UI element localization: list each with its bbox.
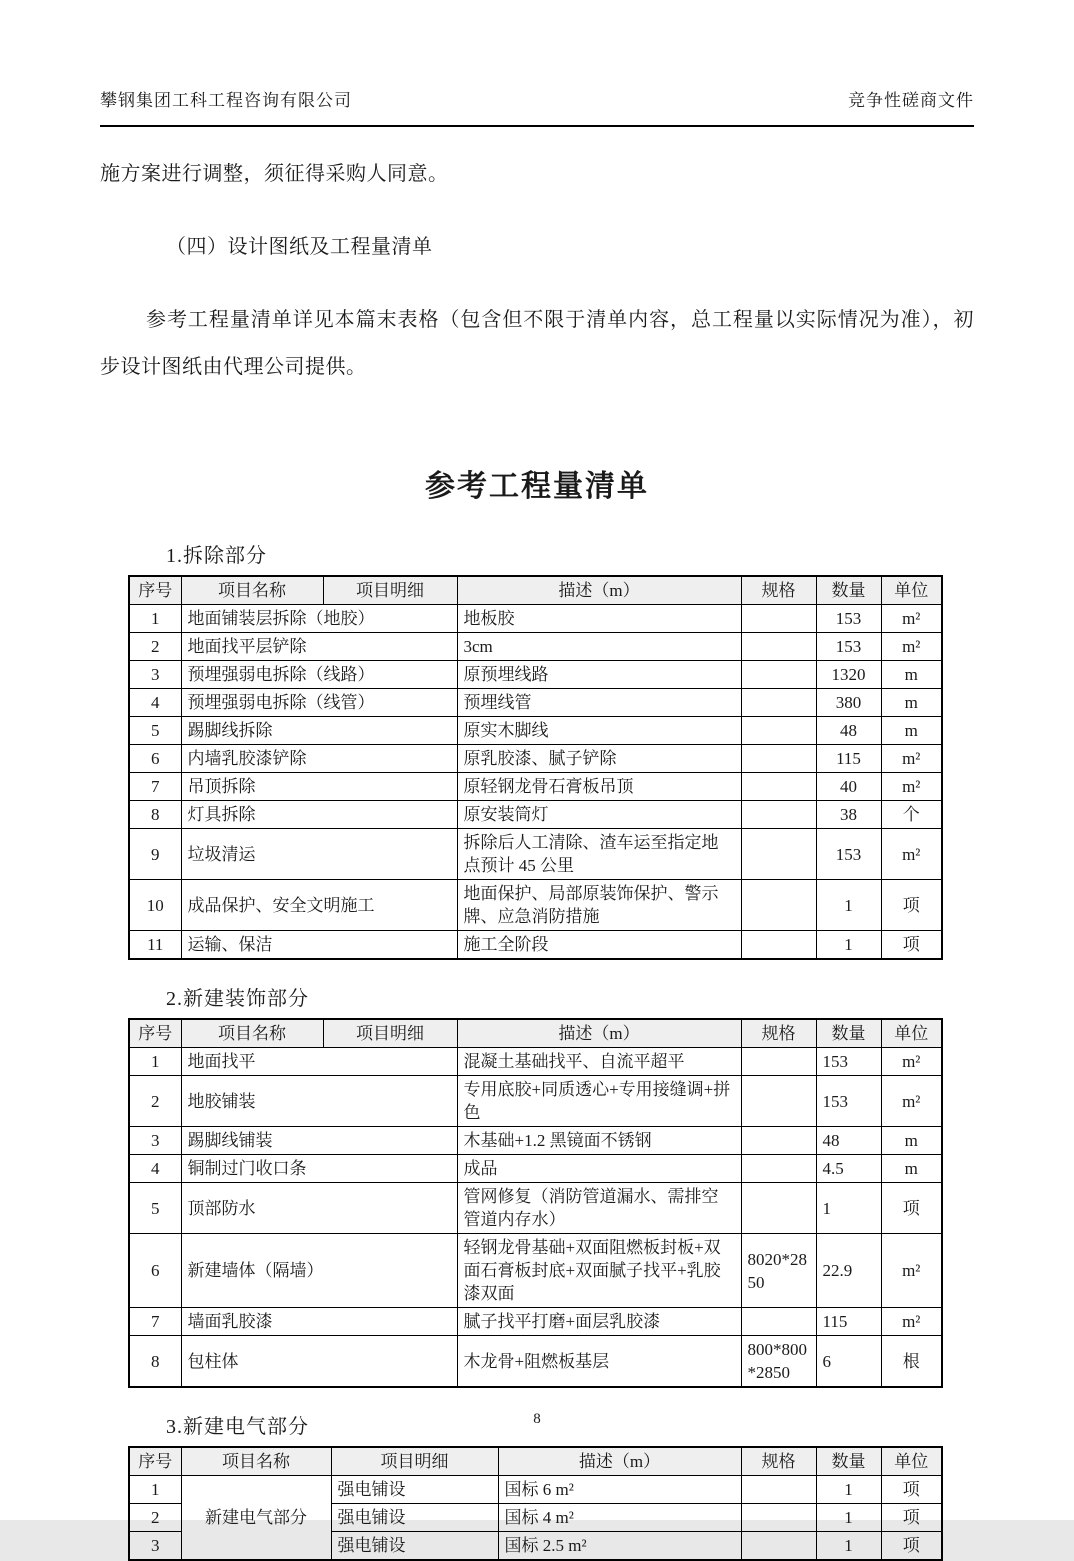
cell-no: 8 [129,1336,181,1388]
cell-unit: m² [881,1048,942,1076]
cell-qty: 40 [816,773,881,801]
table-row [129,1308,942,1336]
table-header-row [129,1019,942,1048]
column-header: 规格 [741,1019,816,1048]
cell-spec [741,633,816,661]
cell-desc: 原实木脚线 [457,717,741,745]
cell-desc: 腻子找平打磨+面层乳胶漆 [457,1308,741,1336]
cell-no: 6 [129,745,181,773]
cell-unit: 项 [881,1183,942,1234]
table-row [129,1183,942,1234]
cell-unit: m [881,1155,942,1183]
section-heading: 1.拆除部分 [166,545,267,567]
table-row [129,773,942,801]
column-header: 数量 [816,1019,881,1048]
cell-group-name: 新建电气部分 [181,1476,331,1561]
cell-no: 3 [129,1127,181,1155]
cell-unit: m² [881,605,942,633]
header-doc-type: 竞争性磋商文件 [848,91,974,110]
section-heading: 2.新建装饰部分 [166,988,309,1010]
cell-desc: 国标 2.5 m² [498,1532,741,1561]
cell-name: 顶部防水 [181,1183,457,1234]
column-header: 项目明细 [323,576,457,605]
cell-desc: 原预埋线路 [457,661,741,689]
table-row [129,1048,942,1076]
table-row [129,829,942,880]
cell-no: 5 [129,717,181,745]
cell-qty: 1 [816,1532,881,1561]
cell-qty: 22.9 [816,1234,881,1308]
quantity-table-3 [128,1446,943,1561]
cell-unit: 项 [881,880,942,931]
cell-no: 1 [129,605,181,633]
cell-desc: 国标 4 m² [498,1504,741,1532]
cell-spec [741,829,816,880]
table-row [129,717,942,745]
column-header: 描述（m） [457,1019,741,1048]
cell-name: 包柱体 [181,1336,457,1388]
cell-desc: 原轻钢龙骨石膏板吊顶 [457,773,741,801]
cell-qty: 153 [816,605,881,633]
cell-name: 踢脚线铺装 [181,1127,457,1155]
cell-name: 吊顶拆除 [181,773,457,801]
cell-qty: 38 [816,801,881,829]
cell-no: 3 [129,661,181,689]
cell-unit: 项 [881,1476,942,1504]
cell-desc: 地面保护、局部原装饰保护、警示牌、应急消防措施 [457,880,741,931]
cell-name: 铜制过门收口条 [181,1155,457,1183]
paragraph-section-four-heading: （四）设计图纸及工程量清单 [166,236,433,258]
paragraph-reference-note: 参考工程量清单详见本篇末表格（包含但不限于清单内容，总工程量以实际情况为准），初步设计图纸由代理公司提供。 [100,309,974,378]
cell-name: 预埋强弱电拆除（线管） [181,689,457,717]
cell-qty: 153 [816,1076,881,1127]
cell-detail: 强电铺设 [331,1532,498,1561]
cell-qty: 48 [816,1127,881,1155]
cell-qty: 6 [816,1336,881,1388]
cell-desc: 3cm [457,633,741,661]
cell-name: 墙面乳胶漆 [181,1308,457,1336]
column-header: 单位 [881,576,942,605]
cell-unit: m² [881,1308,942,1336]
cell-no: 5 [129,1183,181,1234]
column-header: 项目名称 [181,1019,323,1048]
cell-name: 灯具拆除 [181,801,457,829]
cell-spec [741,931,816,960]
column-header: 序号 [129,1447,181,1476]
cell-spec: 8020*2850 [741,1234,816,1308]
cell-unit: 项 [881,1504,942,1532]
cell-spec [741,745,816,773]
cell-no: 1 [129,1048,181,1076]
cell-desc: 专用底胶+同质透心+专用接缝调+拼色 [457,1076,741,1127]
table-row [129,1076,942,1127]
cell-unit: m [881,717,942,745]
column-header: 规格 [741,576,816,605]
column-header: 序号 [129,1019,181,1048]
page-title: 参考工程量清单 [425,470,649,503]
column-header: 项目名称 [181,1447,331,1476]
cell-no: 6 [129,1234,181,1308]
table-row [129,880,942,931]
cell-name: 垃圾清运 [181,829,457,880]
table-row [129,689,942,717]
cell-unit: m² [881,745,942,773]
cell-desc: 木龙骨+阻燃板基层 [457,1336,741,1388]
cell-qty: 380 [816,689,881,717]
cell-unit: m² [881,829,942,880]
cell-no: 10 [129,880,181,931]
cell-no: 3 [129,1532,181,1561]
page-number: 8 [533,1411,541,1427]
cell-name: 运输、保洁 [181,931,457,960]
cell-unit: 项 [881,1532,942,1561]
cell-no: 7 [129,1308,181,1336]
cell-unit: m [881,1127,942,1155]
cell-desc: 管网修复（消防管道漏水、需排空管道内存水） [457,1183,741,1234]
cell-desc: 施工全阶段 [457,931,741,960]
cell-no: 2 [129,1504,181,1532]
cell-qty: 153 [816,829,881,880]
table-row [129,633,942,661]
cell-no: 7 [129,773,181,801]
header-company-name: 攀钢集团工科工程咨询有限公司 [100,91,352,110]
cell-qty: 153 [816,1048,881,1076]
cell-name: 新建墙体（隔墙） [181,1234,457,1308]
cell-name: 内墙乳胶漆铲除 [181,745,457,773]
cell-no: 9 [129,829,181,880]
cell-name: 地面铺装层拆除（地胶） [181,605,457,633]
cell-desc: 地板胶 [457,605,741,633]
cell-spec [741,1476,816,1504]
cell-spec [741,1504,816,1532]
table-row [129,801,942,829]
table-row [129,1234,942,1308]
cell-no: 1 [129,1476,181,1504]
column-header: 描述（m） [457,576,741,605]
cell-desc: 预埋线管 [457,689,741,717]
column-header: 序号 [129,576,181,605]
cell-spec [741,605,816,633]
cell-no: 2 [129,633,181,661]
cell-spec [741,717,816,745]
cell-spec [741,1155,816,1183]
table-header-row [129,1447,942,1476]
cell-unit: 根 [881,1336,942,1388]
cell-spec [741,1183,816,1234]
table-row [129,931,942,960]
cell-qty: 115 [816,1308,881,1336]
cell-desc: 木基础+1.2 黑镜面不锈钢 [457,1127,741,1155]
cell-spec [741,1048,816,1076]
column-header: 单位 [881,1447,942,1476]
cell-desc: 国标 6 m² [498,1476,741,1504]
cell-qty: 1320 [816,661,881,689]
page-header [100,86,974,127]
cell-spec [741,1127,816,1155]
cell-desc: 轻钢龙骨基础+双面阻燃板封板+双面石膏板封底+双面腻子找平+乳胶漆双面 [457,1234,741,1308]
table-header-row [129,576,942,605]
cell-name: 成品保护、安全文明施工 [181,880,457,931]
cell-unit: m [881,689,942,717]
cell-name: 踢脚线拆除 [181,717,457,745]
quantity-table-1 [128,575,943,960]
column-header: 项目名称 [181,576,323,605]
column-header: 数量 [816,576,881,605]
table-row [129,1336,942,1388]
cell-qty: 153 [816,633,881,661]
cell-unit: m² [881,1234,942,1308]
cell-desc: 混凝土基础找平、自流平超平 [457,1048,741,1076]
cell-detail: 强电铺设 [331,1504,498,1532]
cell-qty: 48 [816,717,881,745]
cell-name: 地面找平 [181,1048,457,1076]
cell-spec [741,801,816,829]
cell-qty: 1 [816,1476,881,1504]
column-header: 项目明细 [323,1019,457,1048]
cell-name: 地面找平层铲除 [181,633,457,661]
quantity-list-sections [100,539,974,1561]
cell-qty: 115 [816,745,881,773]
cell-spec [741,661,816,689]
cell-desc: 原安装筒灯 [457,801,741,829]
cell-qty: 4.5 [816,1155,881,1183]
column-header: 单位 [881,1019,942,1048]
cell-spec [741,1076,816,1127]
column-header: 数量 [816,1447,881,1476]
cell-spec [741,689,816,717]
cell-desc: 拆除后人工清除、渣车运至指定地点预计 45 公里 [457,829,741,880]
column-header: 描述（m） [498,1447,741,1476]
cell-desc: 成品 [457,1155,741,1183]
table-row [129,661,942,689]
cell-unit: m² [881,1076,942,1127]
quantity-table-2 [128,1018,943,1388]
cell-spec: 800*800*2850 [741,1336,816,1388]
cell-qty: 1 [816,880,881,931]
cell-unit: 项 [881,931,942,960]
paragraph-adjustment-note: 施方案进行调整，须征得采购人同意。 [100,163,449,185]
table-row [129,745,942,773]
table-row [129,605,942,633]
column-header: 项目明细 [331,1447,498,1476]
cell-qty: 1 [816,1183,881,1234]
cell-desc: 原乳胶漆、腻子铲除 [457,745,741,773]
cell-qty: 1 [816,931,881,960]
cell-unit: m² [881,633,942,661]
cell-no: 4 [129,1155,181,1183]
cell-unit: m [881,661,942,689]
table-row [129,1127,942,1155]
table-row [129,1155,942,1183]
cell-spec [741,773,816,801]
cell-name: 预埋强弱电拆除（线路） [181,661,457,689]
column-header: 规格 [741,1447,816,1476]
section-heading: 3.新建电气部分 [166,1416,309,1438]
cell-name: 地胶铺装 [181,1076,457,1127]
cell-detail: 强电铺设 [331,1476,498,1504]
table-row [129,1476,942,1504]
cell-spec [741,1532,816,1561]
cell-spec [741,1308,816,1336]
cell-unit: 个 [881,801,942,829]
cell-qty: 1 [816,1504,881,1532]
cell-no: 4 [129,689,181,717]
cell-no: 2 [129,1076,181,1127]
cell-unit: m² [881,773,942,801]
cell-no: 8 [129,801,181,829]
cell-no: 11 [129,931,181,960]
cell-spec [741,880,816,931]
